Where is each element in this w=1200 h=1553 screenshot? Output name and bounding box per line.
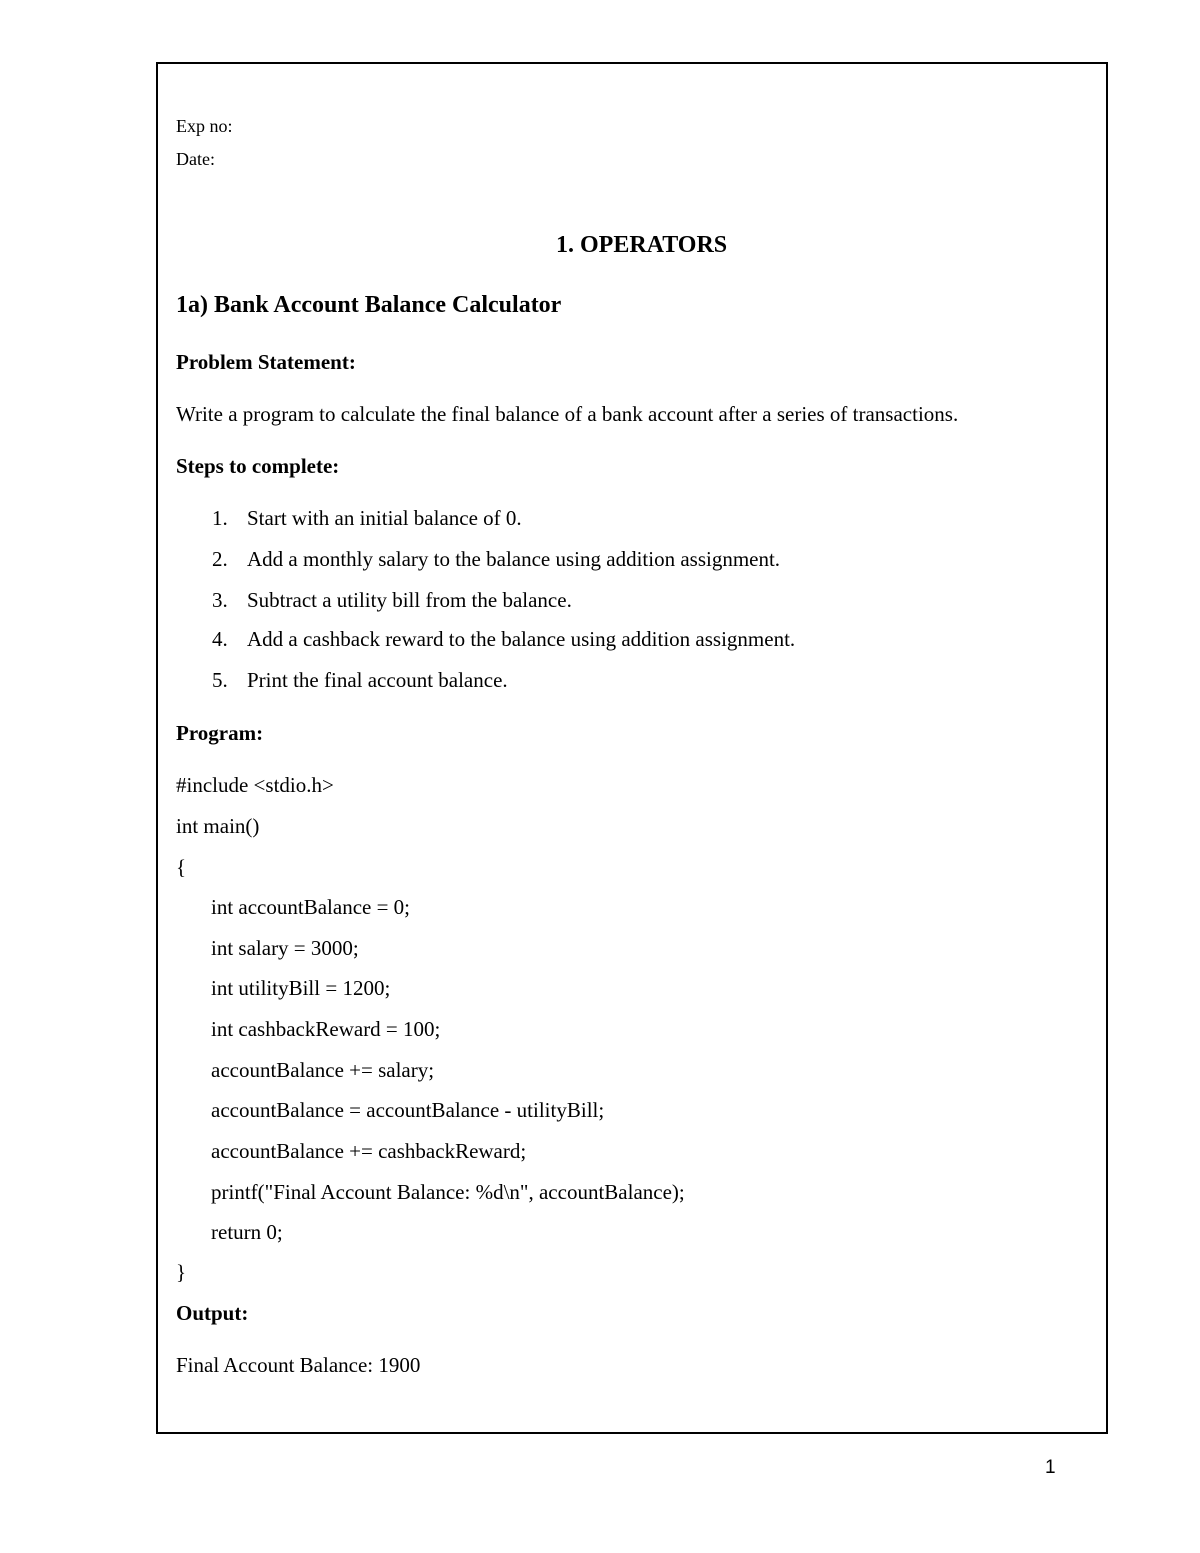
step-number: 4. bbox=[212, 627, 228, 651]
step-item bbox=[212, 627, 795, 652]
step-item bbox=[212, 506, 522, 531]
code-line: accountBalance += salary; bbox=[211, 1058, 435, 1082]
program-heading: Program: bbox=[176, 721, 264, 745]
problem-statement-heading: Problem Statement: bbox=[176, 350, 356, 374]
code-line: accountBalance = accountBalance - utilityBill; bbox=[211, 1098, 605, 1122]
step-number: 2. bbox=[212, 547, 228, 571]
code-line: #include <stdio.h> bbox=[176, 773, 334, 797]
chapter-title: 1. OPERATORS bbox=[556, 232, 728, 258]
code-line: int main() bbox=[176, 814, 260, 838]
step-item bbox=[212, 547, 780, 572]
step-text: Print the final account balance. bbox=[247, 668, 508, 692]
step-item bbox=[212, 588, 572, 613]
code-line: int accountBalance = 0; bbox=[211, 895, 411, 919]
step-text: Start with an initial balance of 0. bbox=[247, 506, 522, 530]
step-text: Add a monthly salary to the balance using addition assignment. bbox=[247, 547, 781, 571]
output-heading: Output: bbox=[176, 1301, 249, 1325]
output-text: Final Account Balance: 1900 bbox=[176, 1353, 421, 1377]
code-line: int salary = 3000; bbox=[211, 936, 359, 960]
page-border bbox=[156, 62, 1108, 1434]
step-item bbox=[212, 668, 508, 693]
problem-statement-text: Write a program to calculate the final balance of a bank account after a series of transactions. bbox=[176, 402, 959, 426]
code-line: int utilityBill = 1200; bbox=[211, 976, 391, 1000]
step-text: Add a cashback reward to the balance using addition assignment. bbox=[247, 627, 796, 651]
code-line: accountBalance += cashbackReward; bbox=[211, 1139, 527, 1163]
section-title: 1a) Bank Account Balance Calculator bbox=[176, 292, 562, 318]
date-label: Date: bbox=[176, 149, 215, 169]
code-line: return 0; bbox=[211, 1220, 283, 1244]
code-line: } bbox=[176, 1260, 187, 1284]
step-number: 5. bbox=[212, 668, 228, 692]
code-line: printf("Final Account Balance: %d\n", accountBalance); bbox=[211, 1180, 685, 1204]
steps-heading: Steps to complete: bbox=[176, 454, 340, 478]
page-number: 1 bbox=[1045, 1457, 1056, 1478]
code-line: { bbox=[176, 855, 187, 879]
step-text: Subtract a utility bill from the balance. bbox=[247, 588, 572, 612]
exp-no-label: Exp no: bbox=[176, 116, 233, 136]
step-number: 3. bbox=[212, 588, 228, 612]
code-line: int cashbackReward = 100; bbox=[211, 1017, 441, 1041]
step-number: 1. bbox=[212, 506, 228, 530]
